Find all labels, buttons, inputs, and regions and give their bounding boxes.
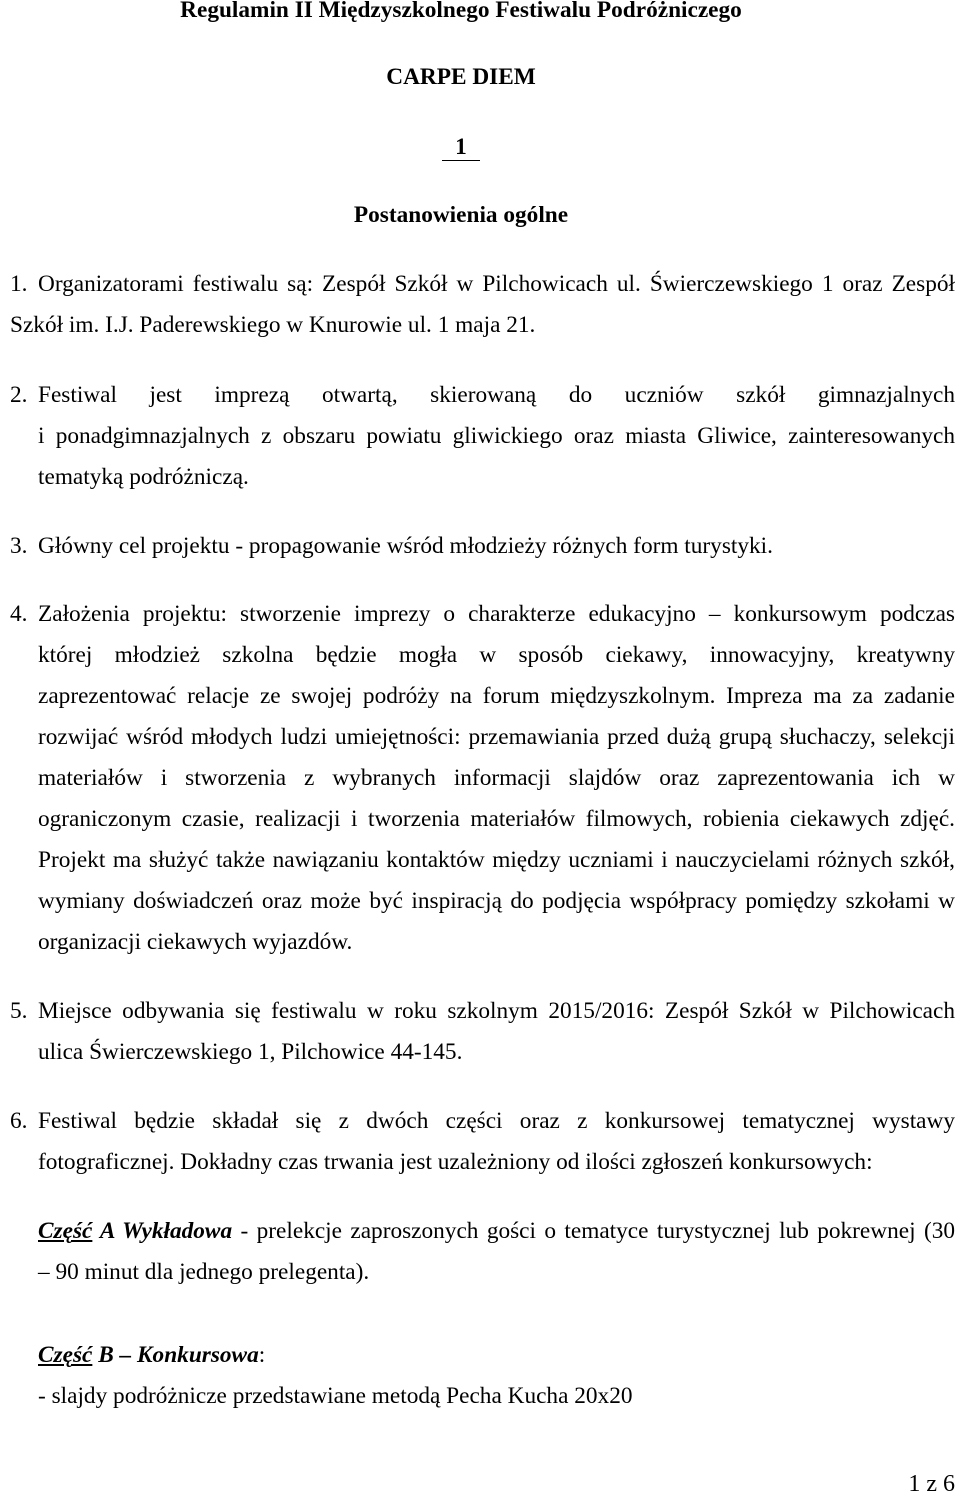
part-b bbox=[0, 1335, 955, 1417]
item-line: rozwijać wśród młodych ludzi umiejętności: przemawiania przed dużą grupą słuchaczy, selekcji bbox=[38, 723, 955, 750]
item-line: ograniczonym czasie, realizacji i tworzenia materiałów filmowych, robienia ciekawych zdjęć. bbox=[38, 805, 955, 832]
part-a-heading bbox=[38, 1218, 232, 1244]
part-a-description: - prelekcje zaproszonych gości o tematyce turystycznej lub pokrewnej (30 bbox=[240, 1217, 955, 1244]
item-line: ulica Świerczewskiego 1, Pilchowice 44-145. bbox=[38, 1038, 463, 1065]
item-line: Miejsce odbywania się festiwalu w roku szkolnym 2015/2016: Zespół Szkół w Pilchowicach bbox=[38, 997, 955, 1024]
item-number: 1. bbox=[10, 270, 28, 297]
item-line: Projekt ma służyć także nawiązaniu kontaktów między uczniami i nauczycielami różnych szkół, bbox=[38, 847, 955, 874]
item-line: zaprezentować relacje ze swojej podróży na forum międzyszkolnym. Impreza ma za zadanie bbox=[38, 682, 955, 709]
item-line: materiałów i stworzenia z wybranych informacji slajdów oraz zaprezentowania ich w bbox=[38, 764, 955, 791]
document-title: Regulamin II Międzyszkolnego Festiwalu Podróżniczego bbox=[180, 0, 742, 23]
list-item-3 bbox=[0, 526, 955, 567]
part-b-heading-label: B – Konkursowa bbox=[98, 1341, 259, 1368]
part-a-line bbox=[38, 1211, 955, 1252]
item-line: Szkół im. I.J. Paderewskiego w Knurowie ul. 1 maja 21. bbox=[10, 311, 536, 338]
list-item-5 bbox=[0, 991, 955, 1073]
part-a bbox=[0, 1211, 955, 1293]
section-number: 1 bbox=[442, 134, 480, 161]
item-line: wymiany doświadczeń oraz może być inspiracją do podjęcia współpracy pomiędzy szkołami w bbox=[38, 888, 955, 915]
item-number: 2. bbox=[10, 381, 28, 408]
part-a-heading-underlined: Część bbox=[38, 1217, 93, 1244]
part-b-heading-suffix: : bbox=[258, 1341, 266, 1368]
item-line: i ponadgimnazjalnych z obszaru powiatu gliwickiego oraz miasta Gliwice, zainteresowanych bbox=[38, 422, 955, 449]
item-number: 3. bbox=[10, 532, 28, 559]
list-item-4 bbox=[0, 594, 955, 964]
list-item-2 bbox=[0, 375, 955, 498]
list-item-6 bbox=[0, 1101, 955, 1183]
part-b-heading bbox=[38, 1342, 259, 1368]
list-item-1 bbox=[0, 264, 955, 346]
part-b-heading-underlined: Część bbox=[38, 1341, 93, 1368]
item-line: Organizatorami festiwalu są: Zespół Szkół w Pilchowicach ul. Świerczewskiego 1 oraz Zespół bbox=[38, 270, 955, 297]
part-a-heading-label: A Wykładowa bbox=[99, 1217, 233, 1244]
item-line: Założenia projektu: stworzenie imprezy o charakterze edukacyjno – konkursowym podczas bbox=[38, 600, 955, 627]
item-line: Główny cel projektu - propagowanie wśród młodzieży różnych form turystyki. bbox=[38, 532, 773, 559]
item-number: 4. bbox=[10, 600, 28, 627]
item-line: Festiwal jest imprezą otwartą, skierowaną do uczniów szkół gimnazjalnych bbox=[38, 381, 955, 408]
item-line: Festiwal będzie składał się z dwóch części oraz z konkursowej tematycznej wystawy bbox=[38, 1107, 955, 1134]
section-number-row bbox=[0, 127, 922, 168]
page-indicator: 1 z 6 bbox=[908, 1471, 955, 1496]
item-number: 5. bbox=[10, 997, 28, 1024]
part-b-heading-line bbox=[38, 1335, 955, 1376]
document-subtitle: CARPE DIEM bbox=[386, 63, 536, 90]
item-line: organizacji ciekawych wyjazdów. bbox=[38, 929, 353, 956]
item-number: 6. bbox=[10, 1107, 28, 1134]
item-line: fotograficznej. Dokładny czas trwania jest uzależniony od ilości zgłoszeń konkursowych: bbox=[38, 1148, 873, 1175]
part-b-bullet: - slajdy podróżnicze przedstawiane metodą Pecha Kucha 20x20 bbox=[38, 1382, 633, 1409]
part-a-line: – 90 minut dla jednego prelegenta). bbox=[38, 1258, 370, 1285]
item-line: tematyką podróżniczą. bbox=[38, 463, 249, 490]
section-title: Postanowienia ogólne bbox=[353, 201, 569, 228]
item-line: której młodzież szkolna będzie mogła w sposób ciekawy, innowacyjny, kreatywny bbox=[38, 641, 955, 668]
